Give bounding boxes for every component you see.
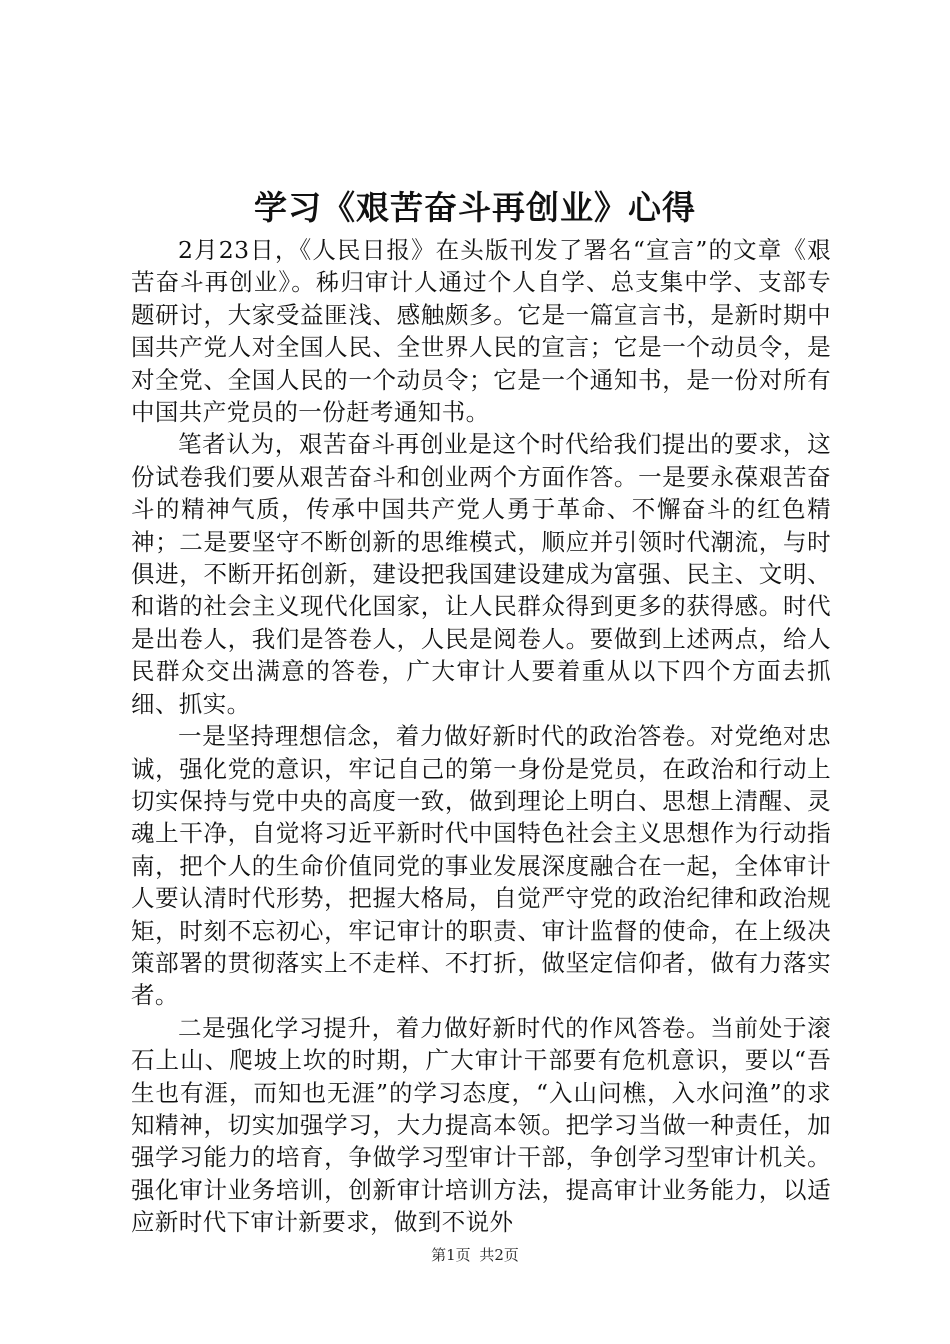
page-number: 第1页 (431, 1246, 471, 1264)
page-total: 共2页 (479, 1246, 519, 1264)
paragraph: 一是坚持理想信念，着力做好新时代的政治答卷。对党绝对忠诚，强化党的意识，牢记自己的第一身份是党员，在政治和行动上切实保持与党中央的高度一致，做到理论上明白、思想上清醒、灵魂上干净，自觉将习近平新时代中国特色社会主义思想作为行动指南，把个人的生命价值同党的事业发展深度融合在一起，全体审计人要认清时代形势，把握大格局，自觉严守党的政治纪律和政治规矩，时刻不忘初心，牢记审计的职责、审计监督的使命，在上级决策部署的贯彻落实上不走样、不打折，做坚定信仰者，做有力落实者。 (131, 722, 831, 1010)
paragraph: 笔者认为，艰苦奋斗再创业是这个时代给我们提出的要求，这份试卷我们要从艰苦奋斗和创业两个方面作答。一是要永葆艰苦奋斗的精神气质，传承中国共产党人勇于革命、不懈奋斗的红色精神；二是要坚守不断创新的思维模式，顺应并引领时代潮流，与时俱进，不断开拓创新，建设把我国建设建成为富强、民主、文明、和谐的社会主义现代化国家，让人民群众得到更多的获得感。时代是出卷人，我们是答卷人，人民是阅卷人。要做到上述两点，给人民群众交出满意的答卷，广大审计人要着重从以下四个方面去抓细、抓实。 (131, 430, 831, 718)
page-footer (0, 1245, 950, 1265)
document-title: 学习《艰苦奋斗再创业》心得 (254, 188, 696, 227)
paragraph: 二是强化学习提升，着力做好新时代的作风答卷。当前处于滚石上山、爬坡上坎的时期，广大审计干部要有危机意识，要以“吾生也有涯，而知也无涯”的学习态度，“入山问樵，入水问渔”的求知精神，切实加强学习，大力提高本领。把学习当做一种责任，加强学习能力的培育，争做学习型审计干部，争创学习型审计机关。强化审计业务培训，创新审计培训方法，提高审计业务能力，以适应新时代下审计新要求，做到不说外 (131, 1013, 831, 1237)
document-body (131, 234, 831, 1239)
paragraph: 2月23日，《人民日报》在头版刊发了署名“宣言”的文章《艰苦奋斗再创业》。秭归审计人通过个人自学、总支集中学、支部专题研讨，大家受益匪浅、感触颇多。它是一篇宣言书，是新时期中国共产党人对全国人民、全世界人民的宣言；它是一个动员令，是对全党、全国人民的一个动员令；它是一个通知书，是一份对所有中国共产党员的一份赶考通知书。 (131, 236, 831, 427)
